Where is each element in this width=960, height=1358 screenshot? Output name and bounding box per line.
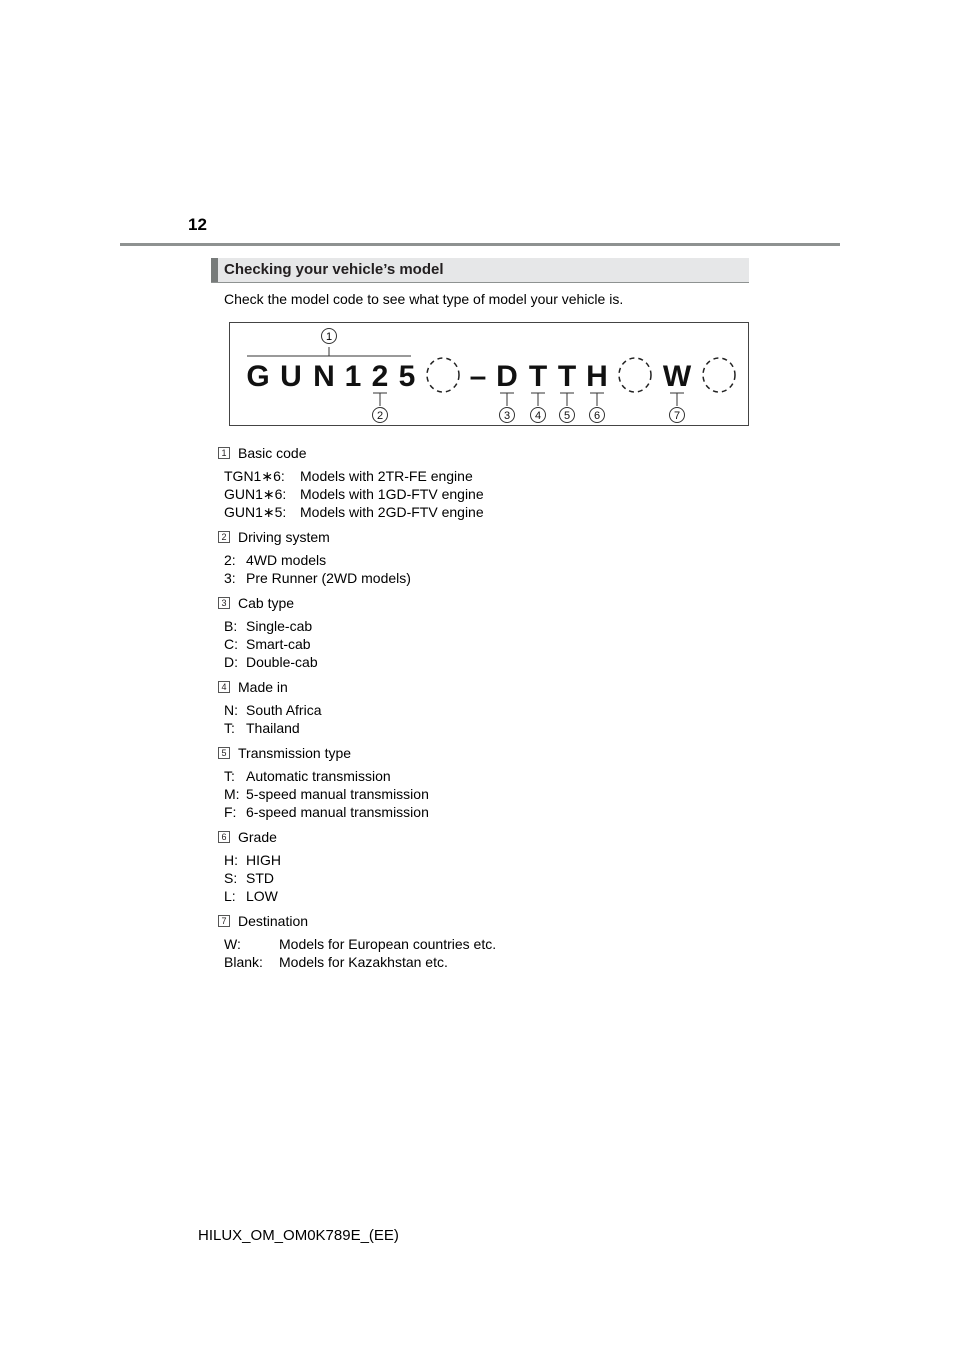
item-number: 6 — [218, 831, 230, 843]
callout-1-label: 1 — [325, 331, 333, 343]
blank-slot — [427, 358, 459, 392]
code-char: W — [662, 360, 692, 393]
list-item: T: Thailand — [224, 720, 300, 736]
code-char: – — [469, 360, 487, 393]
list-item: 2: 4WD models — [224, 552, 327, 568]
item-number: 5 — [218, 747, 230, 759]
code-char: N — [313, 360, 335, 393]
legend-item-made-in — [218, 678, 758, 737]
list-item: F: 6-speed manual transmission — [224, 804, 429, 820]
item-number: 7 — [218, 915, 230, 927]
model-code-diagram — [229, 322, 749, 426]
document-code-footer: HILUX_OM_OM0K789E_(EE) — [198, 1227, 399, 1244]
list-item: D: Double-cab — [224, 654, 318, 670]
item-title: Grade — [238, 828, 277, 845]
code-char: 2 — [371, 360, 389, 393]
legend-item-basic-code — [218, 444, 758, 521]
item-title: Made in — [238, 678, 288, 695]
item-number: 1 — [218, 447, 230, 459]
legend-item-grade — [218, 828, 758, 905]
list-item: T: Automatic transmission — [224, 768, 391, 784]
callout-4-label: 4 — [534, 410, 542, 422]
item-title: Driving system — [238, 528, 330, 545]
legend-item-transmission — [218, 744, 758, 821]
code-char: H — [586, 360, 608, 393]
callout-6-label: 6 — [593, 410, 601, 422]
code-char: D — [496, 360, 518, 393]
blank-slot — [703, 358, 735, 392]
list-item: GUN1∗5: Models with 2GD-FTV engine — [224, 504, 484, 520]
item-title: Basic code — [238, 444, 307, 461]
list-item: 3: Pre Runner (2WD models) — [224, 570, 411, 586]
section-header — [211, 258, 749, 283]
page-number: 12 — [188, 215, 207, 234]
code-char: T — [557, 360, 577, 393]
item-title: Cab type — [238, 594, 295, 611]
section-title: Checking your vehicle’s model — [224, 261, 444, 278]
header-rule — [120, 243, 840, 246]
item-title: Transmission type — [238, 744, 352, 761]
list-item: L: LOW — [224, 888, 278, 904]
code-char: G — [246, 360, 270, 393]
item-number: 4 — [218, 681, 230, 693]
list-item: S: STD — [224, 870, 274, 886]
item-number: 2 — [218, 531, 230, 543]
blank-slot — [619, 358, 651, 392]
list-item: N: South Africa — [224, 702, 322, 718]
legend-item-destination — [218, 912, 758, 971]
callout-2-label: 2 — [376, 410, 384, 422]
code-char: U — [280, 360, 302, 393]
list-item: C: Smart-cab — [224, 636, 311, 652]
code-char: 1 — [344, 360, 362, 393]
callout-5-label: 5 — [563, 410, 571, 422]
list-item: M: 5-speed manual transmission — [224, 786, 429, 802]
list-item: W: Models for European countries etc. — [224, 936, 497, 952]
list-item: B: Single-cab — [224, 618, 313, 634]
callout-7-label: 7 — [673, 410, 681, 422]
item-title: Destination — [238, 912, 309, 929]
code-legend — [218, 444, 758, 978]
section-header-bar — [211, 258, 218, 282]
code-char: T — [528, 360, 548, 393]
model-code-svg — [230, 323, 750, 427]
list-item: GUN1∗6: Models with 1GD-FTV engine — [224, 486, 484, 502]
intro-text: Check the model code to see what type of model your vehicle is. — [224, 291, 624, 307]
list-item: Blank: Models for Kazakhstan etc. — [224, 954, 448, 970]
list-item: H: HIGH — [224, 852, 281, 868]
code-char: 5 — [398, 360, 416, 393]
item-number: 3 — [218, 597, 230, 609]
callout-3-label: 3 — [503, 410, 511, 422]
list-item: TGN1∗6: Models with 2TR-FE engine — [224, 468, 473, 484]
legend-item-driving-system — [218, 528, 758, 587]
legend-item-cab-type — [218, 594, 758, 671]
